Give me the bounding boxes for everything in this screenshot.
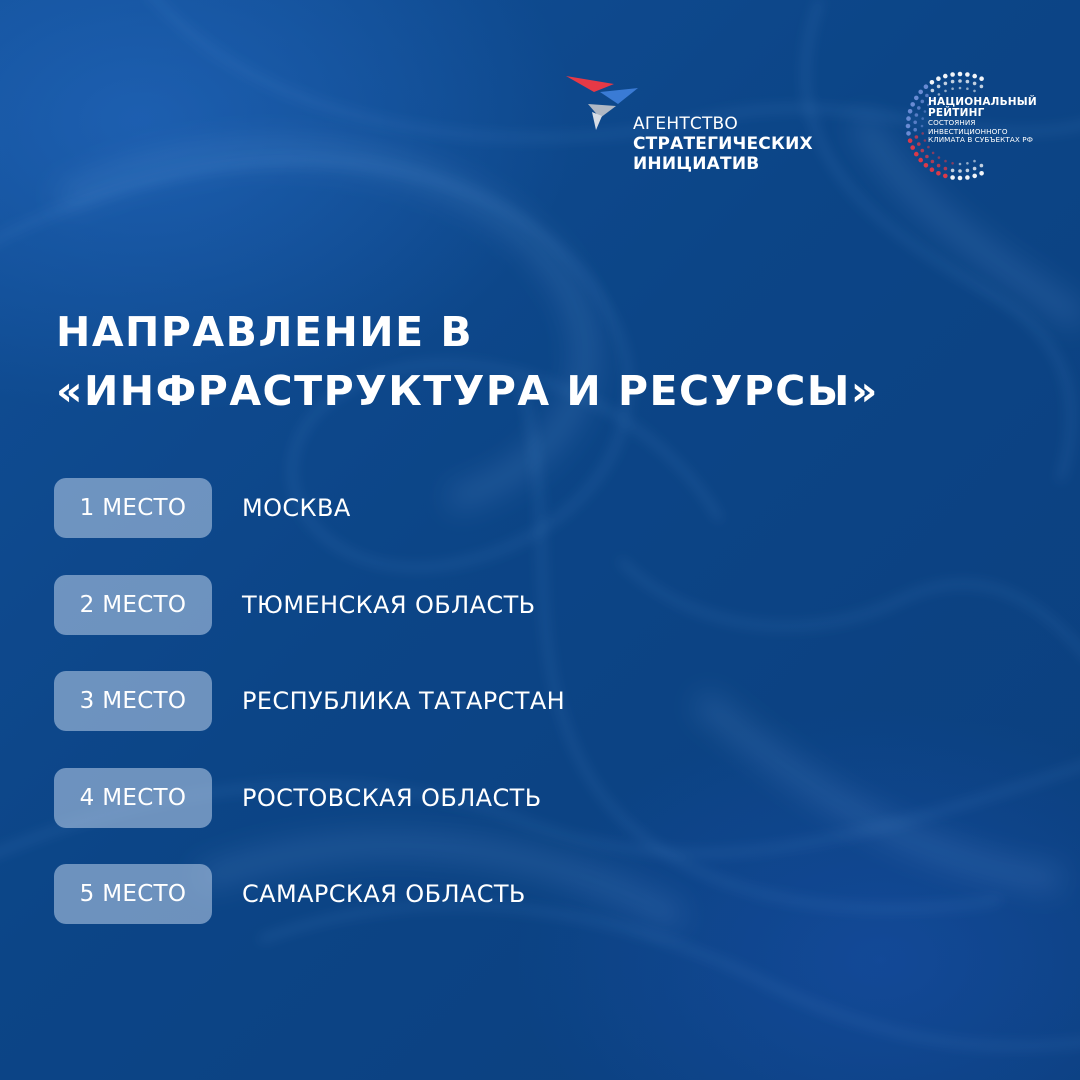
asi-logo-line1: АГЕНТСТВО <box>633 114 739 134</box>
emblem-dot <box>921 100 925 104</box>
paper-plane-icon <box>562 70 642 134</box>
emblem-dot <box>924 163 929 168</box>
emblem-dot <box>979 171 984 176</box>
ranking-row <box>54 768 542 828</box>
emblem-dot <box>921 149 925 153</box>
place-badge: 5 МЕСТО <box>54 864 212 924</box>
emblem-dot <box>931 160 935 164</box>
emblem-dot <box>958 79 962 83</box>
emblem-dot <box>950 175 955 180</box>
emblem-dot <box>924 139 927 142</box>
emblem-dot <box>944 167 948 171</box>
emblem-dot <box>951 87 954 90</box>
emblem-dot <box>906 124 911 129</box>
emblem-dot <box>925 155 929 159</box>
place-badge: 2 МЕСТО <box>54 575 212 635</box>
rating-sub-line3: КЛИМАТА В СУБЪЕКТАХ РФ <box>928 135 1034 144</box>
emblem-dot <box>972 74 977 79</box>
emblem-dot <box>973 82 977 86</box>
rating-sub-line2: ИНВЕСТИЦИОННОГО <box>928 126 1008 136</box>
emblem-dot <box>980 85 984 89</box>
emblem-dot <box>950 72 955 77</box>
place-badge: 3 МЕСТО <box>54 671 212 731</box>
emblem-dot <box>944 82 948 86</box>
emblem-dot <box>951 169 955 173</box>
emblem-dot <box>937 85 941 89</box>
emblem-dot <box>979 76 984 81</box>
page-title <box>56 303 1036 421</box>
emblem-dot <box>966 162 969 165</box>
emblem-dot <box>965 175 970 180</box>
emblem-dot <box>932 152 935 155</box>
emblem-dot <box>918 90 923 95</box>
emblem-dot <box>906 116 911 121</box>
emblem-dot <box>980 164 984 168</box>
emblem-dot <box>913 121 917 125</box>
emblem-dot <box>918 158 923 163</box>
ranking-row <box>54 864 526 924</box>
emblem-dot <box>944 160 947 163</box>
emblem-dot <box>951 162 954 165</box>
emblem-dot <box>973 167 977 171</box>
page-title-line2: «ИНФРАСТРУКТУРА И РЕСУРСЫ» <box>56 367 879 415</box>
emblem-dot <box>930 80 935 85</box>
emblem-dot <box>958 72 963 77</box>
emblem-dot <box>908 109 913 114</box>
emblem-dot <box>931 89 935 93</box>
region-name: РЕСПУБЛИКА ТАТАРСТАН <box>242 687 566 715</box>
rating-title-line2: РЕЙТИНГ <box>928 107 985 119</box>
ranking-row <box>54 671 565 731</box>
emblem-dot <box>966 87 969 90</box>
emblem-dot <box>951 80 955 84</box>
asi-logo-line3: ИНИЦИАТИВ <box>633 154 760 174</box>
rating-logo-text <box>928 97 1037 145</box>
emblem-dot <box>927 146 930 149</box>
emblem-dot <box>910 145 915 150</box>
emblem-dot <box>910 102 915 107</box>
emblem-dot <box>973 160 976 163</box>
page-title-line1: НАПРАВЛЕНИЕ В <box>56 308 474 356</box>
asi-logo-line2: СТРАТЕГИЧЕСКИХ <box>633 134 813 154</box>
emblem-dot <box>937 164 941 168</box>
emblem-dot <box>972 174 977 179</box>
emblem-dot <box>973 90 976 93</box>
emblem-dot <box>938 156 941 159</box>
asi-logo <box>562 70 822 180</box>
rating-sub-line1: СОСТОЯНИЯ <box>928 118 976 127</box>
ranking-row <box>54 575 536 635</box>
emblem-dot <box>906 131 911 136</box>
asi-logo-text <box>633 114 813 174</box>
emblem-dot <box>915 113 919 117</box>
emblem-dot <box>921 117 924 120</box>
place-badge: 1 МЕСТО <box>54 478 212 538</box>
emblem-dot <box>921 132 924 135</box>
emblem-dot <box>936 76 941 81</box>
emblem-dot <box>917 142 921 146</box>
emblem-dot <box>915 135 919 139</box>
emblem-dot <box>921 125 924 128</box>
emblem-dot <box>958 169 962 173</box>
place-badge: 4 МЕСТО <box>54 768 212 828</box>
national-rating-logo <box>900 64 1050 194</box>
emblem-dot <box>924 84 929 89</box>
region-name: САМАРСКАЯ ОБЛАСТЬ <box>242 880 526 908</box>
emblem-dot <box>965 72 970 77</box>
emblem-dot <box>966 80 970 84</box>
emblem-dot <box>943 174 948 179</box>
emblem-dot <box>914 152 919 157</box>
emblem-dot <box>917 106 921 110</box>
emblem-dot <box>914 96 919 101</box>
emblem-dot <box>959 163 962 166</box>
emblem-dot <box>930 167 935 172</box>
ranking-row <box>54 478 351 538</box>
emblem-dot <box>943 74 948 79</box>
emblem-dot <box>936 171 941 176</box>
emblem-dot <box>959 87 962 90</box>
emblem-dot <box>924 110 927 113</box>
emblem-dot <box>944 90 947 93</box>
emblem-dot <box>966 169 970 173</box>
region-name: РОСТОВСКАЯ ОБЛАСТЬ <box>242 784 542 812</box>
emblem-dot <box>908 138 913 143</box>
rating-title-line1: НАЦИОНАЛЬНЫЙ <box>928 96 1037 108</box>
emblem-dot <box>958 176 963 181</box>
emblem-dot <box>913 128 917 132</box>
region-name: МОСКВА <box>242 494 351 522</box>
region-name: ТЮМЕНСКАЯ ОБЛАСТЬ <box>242 591 536 619</box>
